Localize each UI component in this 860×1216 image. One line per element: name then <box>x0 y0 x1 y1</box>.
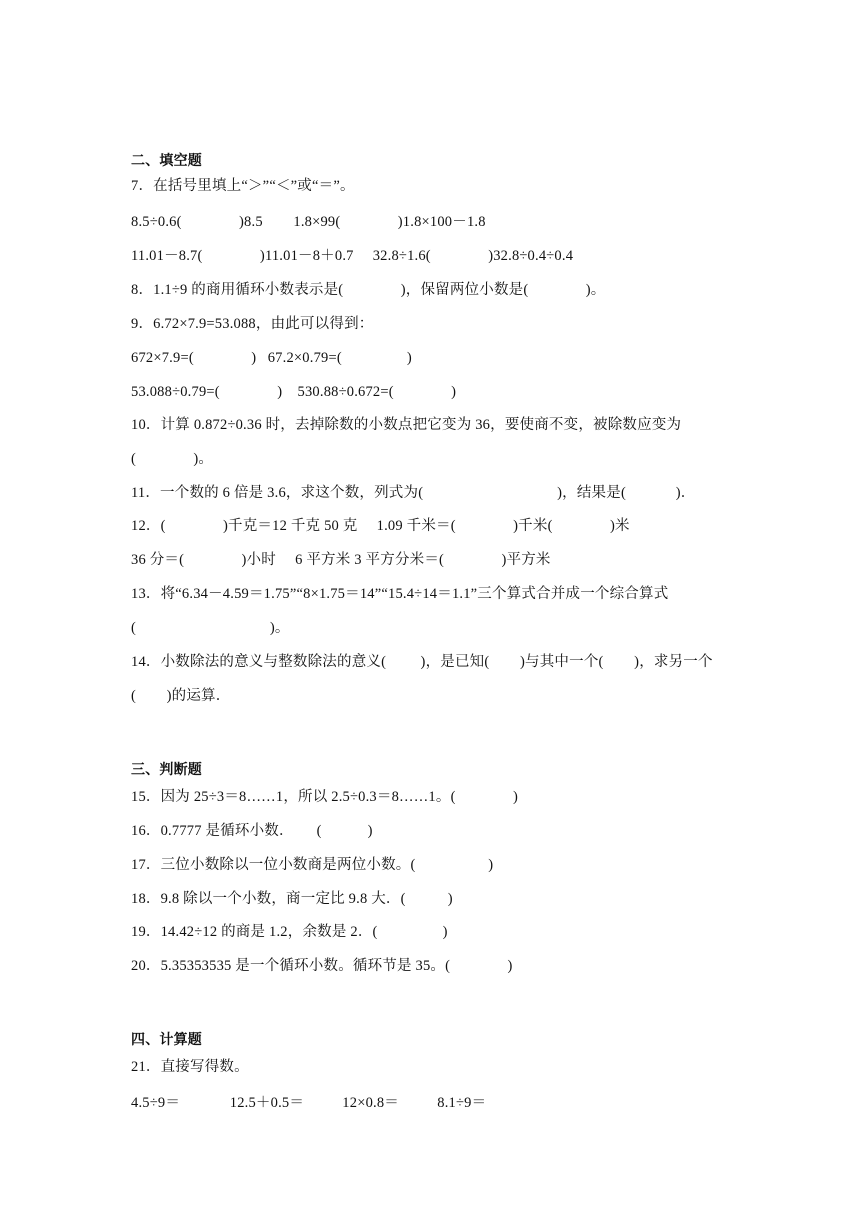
question-9-row-2: 53.088÷0.79=( ) 530.88÷0.672=( ) <box>131 384 457 400</box>
question-13: 13．将“6.34－4.59＝1.75”“8×1.75＝14”“15.4÷14＝1.1”三个算式合并成一个综合算式 <box>131 586 669 602</box>
question-17: 17．三位小数除以一位小数商是两位小数。( ) <box>131 857 494 873</box>
section-heading-judgement: 三、判断题 <box>131 762 202 778</box>
question-21-row-1: 4.5÷9＝ 12.5＋0.5＝ 12×0.8＝ 8.1÷9＝ <box>131 1095 487 1111</box>
section-heading-fill-blank: 二、填空题 <box>131 153 202 169</box>
question-10: 10．计算 0.872÷0.36 时，去掉除数的小数点把它变为 36，要使商不变，被除数应变为 <box>131 417 682 433</box>
question-21-prompt: 21．直接写得数。 <box>131 1059 249 1075</box>
question-14: 14．小数除法的意义与整数除法的意义( )，是已知( )与其中一个( )，求另一个 <box>131 654 713 670</box>
question-16: 16．0.7777 是循环小数． ( ) <box>131 823 373 839</box>
question-18: 18．9.8 除以一个小数，商一定比 9.8 大．( ) <box>131 891 453 907</box>
question-19: 19．14.42÷12 的商是 1.2，余数是 2．( ) <box>131 924 448 940</box>
question-9-row-1: 672×7.9=( ) 67.2×0.79=( ) <box>131 350 412 366</box>
question-10-continued: ( )。 <box>131 451 214 467</box>
question-15: 15．因为 25÷3＝8……1，所以 2.5÷0.3＝8……1。( ) <box>131 789 518 805</box>
question-8: 8．1.1÷9 的商用循环小数表示是( )，保留两位小数是( )。 <box>131 282 606 298</box>
question-12-row-1: 12．( )千克＝12 千克 50 克 1.09 千米＝( )千米( )米 <box>131 518 630 534</box>
question-7-prompt: 7．在括号里填上“＞”“＜”或“＝”。 <box>131 178 355 194</box>
question-14-continued: ( )的运算． <box>131 688 231 704</box>
question-20: 20．5.35353535 是一个循环小数。循环节是 35。( ) <box>131 958 513 974</box>
question-12-row-2: 36 分＝( )小时 6 平方米 3 平方分米＝( )平方米 <box>131 552 551 568</box>
section-heading-calculation: 四、计算题 <box>131 1032 202 1048</box>
question-7-row-1: 8.5÷0.6( )8.5 1.8×99( )1.8×100－1.8 <box>131 214 486 230</box>
question-7-row-2: 11.01－8.7( )11.01－8＋0.7 32.8÷1.6( )32.8÷0.4÷0.4 <box>131 248 574 264</box>
question-11: 11．一个数的 6 倍是 3.6，求这个数，列式为( )，结果是( )． <box>131 485 696 501</box>
question-13-continued: ( )。 <box>131 620 290 636</box>
question-9-prompt: 9．6.72×7.9=53.088，由此可以得到： <box>131 316 374 332</box>
